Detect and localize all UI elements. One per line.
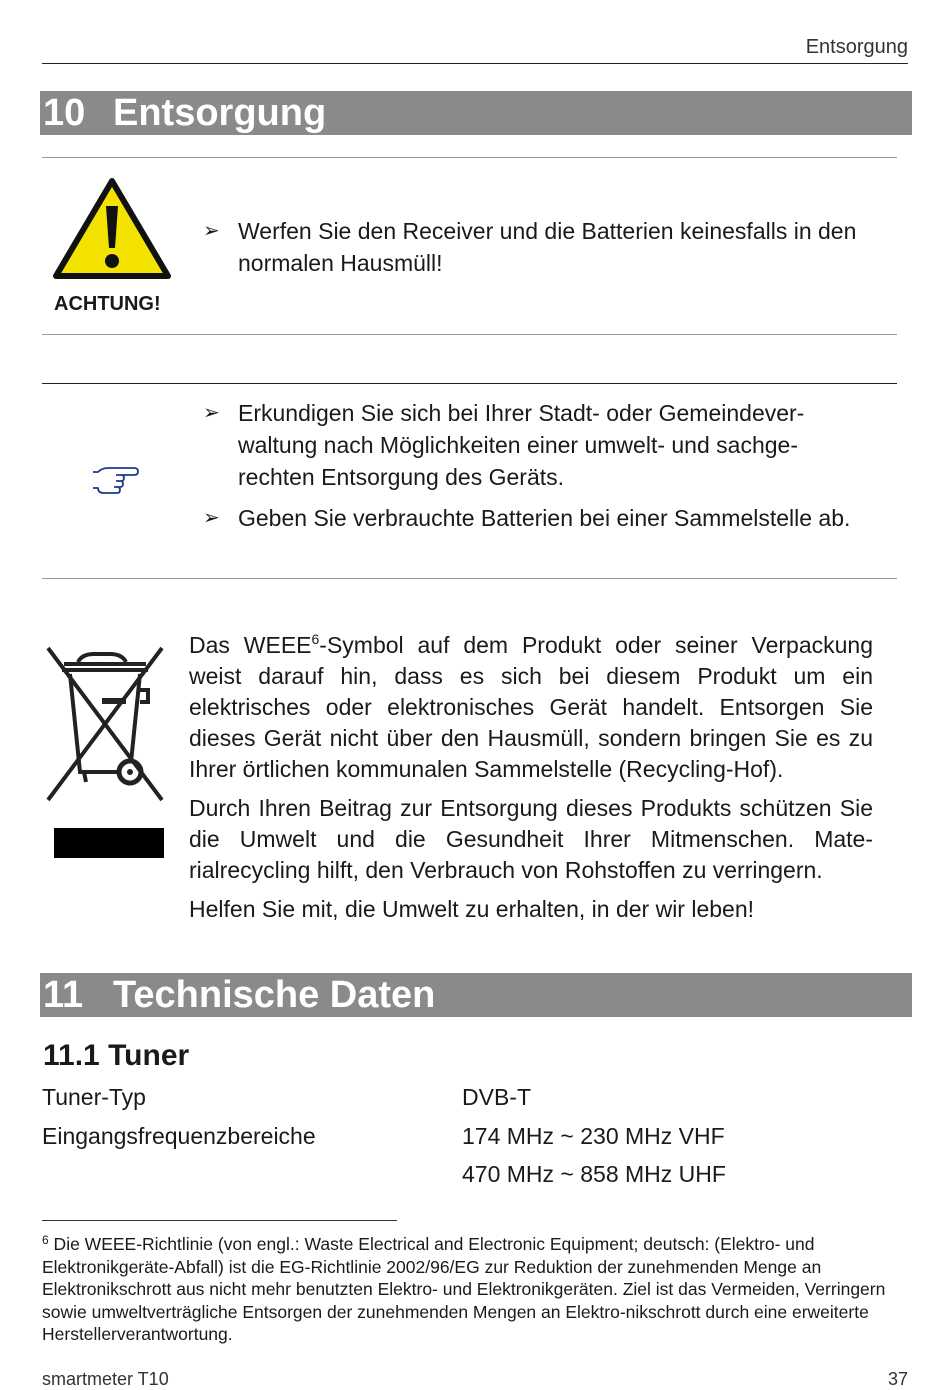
weee-paragraph-2: Durch Ihren Beitrag zur Entsorgung dieses Produkts schützen Sie die Umwelt und die Gesundheit Ihrer Mitmenschen. Mate-rialrecycling hilft, den Verbrauch von Rohstoffen zu verringern. [189,795,873,883]
tip-list [203,397,873,543]
arrowhead-bullet-icon: ➢ [203,402,220,424]
spec-value: DVB-T [462,1084,531,1110]
spec-label: Eingangsfrequenzbereiche [42,1123,316,1149]
crossed-out-wheelie-bin-icon [44,640,166,860]
arrowhead-bullet-icon: ➢ [203,220,220,242]
page-number: 37 [887,1369,908,1389]
subsection-heading: 11.1 Tuner [43,1039,190,1072]
weee-text-block [189,630,873,933]
footnote-reference[interactable]: 6 [311,631,320,647]
warning-bottom-rule [42,334,897,335]
warning-top-rule [42,157,897,158]
section-heading-11 [40,973,912,1017]
section-title: Entsorgung [113,92,327,134]
weee-paragraph-1: Das WEEE$^6$-Symbol auf dem Produkt oder seiner Verpackung weist darauf hin, dass es sich bei diesem Produkt um ein elektrisches oder elektronisches Gerät handelt. Entsorgen Sie dieses Gerät nicht über den Hausmüll, sondern bringen Sie es zu Ihrer örtlichen kommunalen Sammelstelle (Recycling-Hof). [189,631,873,782]
tip-bottom-rule [42,578,897,579]
footnote-text: Die WEEE-Richtlinie (von engl.: Waste Electrical and Electronic Equipment; deutsch: (Elektro- und Elektronikgeräte-Abfall) ist die EG-Richtlinie 2002/96/EG zur Reduktion der zunehmenden Menge an Elektronikschrott aus nicht mehr benutzten Elektro- und Elektronikgeräten. Ziel ist das Vermeiden, Verringern sowie umweltverträgliche Entsorgen der zunehmenden Mengen an Elektro-nikschrott durch eine erweiterte Herstellerverantwortung. [42,1234,886,1344]
spec-value: 174 MHz ~ 230 MHz VHF [462,1123,725,1149]
list-item: ➢ Erkundigen Sie sich bei Ihrer Stadt- oder Gemeindever-waltung nach Möglichkeiten einer umwelt- und sachge-rechten Entsorgung des Geräts. [203,397,873,493]
section-title: Technische Daten [113,974,436,1016]
footnote-mark: 6 [42,1233,49,1247]
list-item: ➢ Werfen Sie den Receiver und die Batterien keinesfalls in den normalen Hausmüll! [203,215,873,279]
warning-label: ACHTUNG! [54,293,161,315]
warning-list [203,215,873,288]
spec-label: Tuner-Typ [42,1084,146,1110]
section-number: 10 [43,92,86,134]
tip-top-rule [42,383,897,384]
header-rule [42,63,908,64]
footer-product: smartmeter T10 [42,1369,169,1389]
section-heading-10 [40,91,912,135]
footnote-rule [42,1220,397,1221]
spec-value: 470 MHz ~ 858 MHz UHF [462,1161,726,1187]
pointing-hand-icon [90,462,140,496]
running-header: Entsorgung [805,36,908,58]
weee-paragraph-3: Helfen Sie mit, die Umwelt zu erhalten, in der wir leben! [189,896,755,922]
footnote [42,1233,908,1346]
section-number: 11 [43,974,84,1016]
list-item: ➢ Geben Sie verbrauchte Batterien bei einer Sammelstelle ab. [203,502,873,534]
arrowhead-bullet-icon: ➢ [203,507,220,529]
warning-triangle-icon [52,176,172,282]
